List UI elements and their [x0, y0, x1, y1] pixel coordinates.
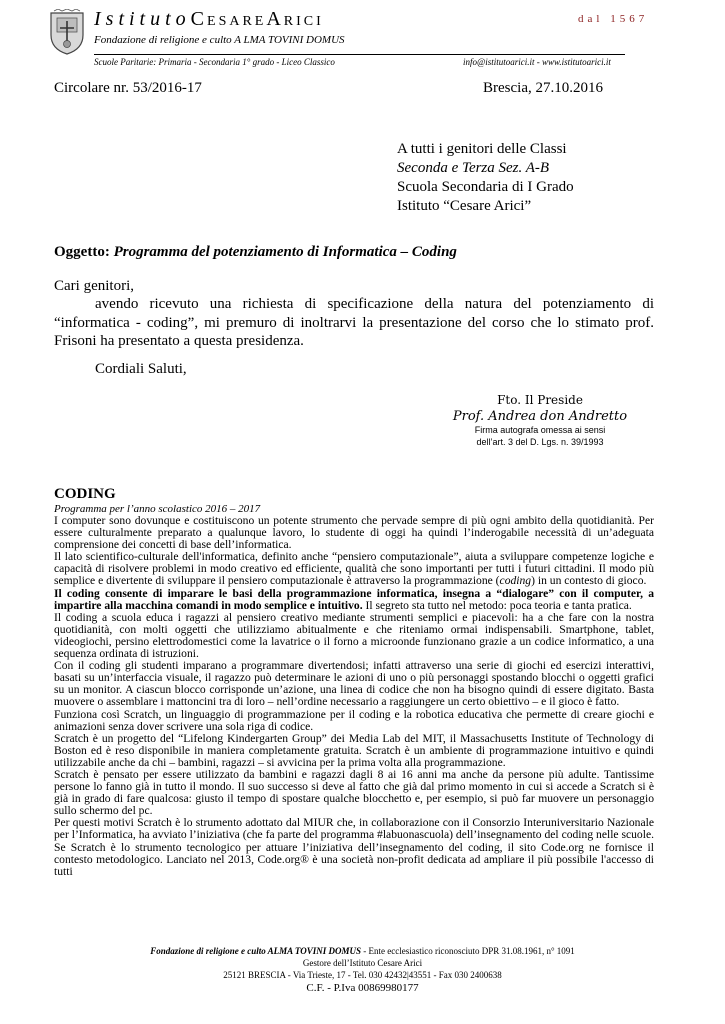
subject-line	[54, 244, 457, 261]
addressee-line: A tutti i genitori delle Classi	[397, 141, 567, 157]
schools-line: Scuole Paritarie: Primaria - Secondaria 1° grado - Liceo Classico	[94, 57, 335, 67]
addressee-block	[397, 140, 574, 216]
signature-block	[450, 393, 630, 448]
institute-name-word1: Istituto	[94, 8, 191, 30]
letter-body	[54, 277, 654, 351]
foundation-subtitle: Fondazione di religione e culto A LMA TOVINI DOMUS	[94, 34, 345, 46]
footer	[0, 945, 725, 994]
coding-paragraph: Con il coding gli studenti imparano a programmare divertendosi; infatti attraverso una serie di giochi ed esercizi interattivi, basati su un’interfaccia visuale, il ragazzo può determinare le azioni di uno o più personaggi spostando blocchi o oggetti grafici su un monitor. A ciascun blocco corrisponde un’azione, una linea di codice che non ha bisogno quindi di essere digitato. Basta muovere o assemblare i mattoncini tra di loro – nell’ordine necessario a raggiungere un certo obiettivo – e il gioco è fatto.	[54, 659, 654, 709]
coding-paragraph: I computer sono dovunque e costituiscono un potente strumento che pervade sempre di più ogni ambito della quotidianità. Per essere culturalmente preparato a qualunque lavoro, lo studente di oggi ha quindi l’inderogabile necessità di un’adeguata comprensione dei concetti di base dell’informatica.	[54, 514, 654, 552]
letter-paragraph: avendo ricevuto una richiesta di specificazione della natura del potenziamento di “informatica - coding”, mi premuro di inoltrarvi la presentazione del corso che lo stimato prof. Frisoni ha presentato a questa presidenza.	[54, 296, 654, 350]
institute-name	[94, 7, 324, 31]
coding-paragraph: Funziona così Scratch, un linguaggio di programmazione per il coding e la robotica educativa che permette di creare giochi e animazioni senza dover scrivere una sola riga di codice.	[54, 707, 654, 733]
founded-since: dal 1567	[578, 13, 649, 25]
footer-line: Fondazione di religione e culto ALMA TOVINI DOMUS - Ente ecclesiastico riconosciuto DPR 31.08.1961, n° 1091	[150, 946, 575, 956]
school-crest-icon	[48, 9, 86, 55]
circular-number: Circolare nr. 53/2016-17	[54, 80, 202, 96]
institute-name-word2: Cesare	[190, 8, 267, 30]
coding-paragraph: Scratch è pensato per essere utilizzato da bambini e ragazzi dagli 8 ai 16 anni ma anche da persone più adulte. Tantissime persone lo fanno già in tutto il mondo. Il suo successo si deve al fatto che già dal primo momento in cui si accede a Scratch si è già in grado di fare qualcosa: giusto il tempo di spostare qualche blocchetto e, per esempio, si può far muovere un personaggio sullo schermo del pc.	[54, 767, 654, 818]
contacts-line: info@istitutoarici.it - www.istitutoarici.it	[463, 57, 611, 67]
subject-label: Oggetto:	[54, 244, 114, 260]
footer-line: Gestore dell’Istituto Cesare Arici	[302, 958, 423, 968]
footer-line: 25121 BRESCIA - Via Trieste, 17 - Tel. 030 42432|43551 - Fax 030 2400638	[223, 970, 502, 980]
signature-note: dell’art. 3 del D. Lgs. n. 39/1993	[476, 437, 604, 447]
addressee-line: Istituto “Cesare Arici”	[397, 198, 532, 214]
coding-title: CODING	[54, 486, 116, 502]
signature-name: Prof. Andrea don Andretto	[452, 409, 628, 424]
coding-subtitle: Programma per l’anno scolastico 2016 – 2017	[54, 503, 261, 515]
coding-paragraph: Scratch è un progetto del “Lifelong Kindergarten Group” dei Media Lab del MIT, il Massachusetts Institute of Technology di Boston ed è reso disponibile in maniera completamente gratuita. Scratch è un ambiente di programmazione intuitivo e quindi utilizzabile anche da chi – bambini, ragazzi – si avvicina per la prima volta alla programmazione.	[54, 731, 654, 769]
letter-greeting: Cari genitori,	[54, 278, 134, 294]
addressee-line: Scuola Secondaria di I Grado	[397, 179, 574, 195]
circular-date: Brescia, 27.10.2016	[483, 80, 603, 96]
addressee-line: Seconda e Terza Sez. A-B	[397, 160, 550, 176]
institute-name-word3: Arici	[266, 8, 324, 30]
subject-text: Programma del potenziamento di Informatica – Coding	[113, 244, 457, 260]
signature-title: Fto. Il Preside	[497, 393, 583, 407]
coding-paragraph: Il coding a scuola educa i ragazzi al pensiero creativo mediante strumenti semplici e piacevoli: ha a che fare con la nostra quotidianità, con molti oggetti che utilizziamo abitualmente e che riteniamo ormai indispensabili. Smartphone, tablet, videogiochi, persino elettrodomestici come la lavatrice o il forno a microonde funzionano grazie a un codice informatico, a una sequenza ordinata di istruzioni.	[54, 610, 654, 661]
coding-paragraph: Per questi motivi Scratch è lo strumento adottato dal MIUR che, in collaborazione con il Consorzio Interuniversitario Nazionale per l’Informatica, ha avviato l’iniziativa (che fa parte del programma #labuonascuola) dell’insegnamento del coding nelle scuole. Se Scratch è lo strumento tecnologico per attuare l’iniziativa dell’insegnamento del coding, il sito Code.org ne fornisce il contesto metodologico. Lanciato nel 2013, Code.org® è una società non-profit dedicata ad ampliare il più possibile l'accesso di tutti	[54, 816, 654, 878]
coding-paragraph: Il coding consente di imparare le basi della programmazione informatica, insegna a “dialogare” con il computer, a impartire alla macchina comandi in modo semplice e intuitivo. Il segreto sta tutto nel metodo: poca teoria e tanta pratica.	[54, 586, 654, 612]
coding-paragraph: Il lato scientifico-culturale dell'informatica, definito anche “pensiero computazionale”, aiuta a sviluppare competenze logiche e capacità di risolvere problemi in modo creativo ed efficiente, qualità che sono importanti per tutti i futuri cittadini. Il modo più semplice e divertente di sviluppare il pensiero computazionale è attraverso la programmazione (coding) in un contesto di gioco.	[54, 550, 654, 588]
letter-closing: Cordiali Saluti,	[95, 361, 187, 377]
footer-vat: C.F. - P.Iva 00869980177	[306, 982, 419, 994]
coding-body	[54, 515, 654, 878]
header-divider	[94, 54, 625, 55]
signature-note: Firma autografa omessa ai sensi	[474, 425, 606, 435]
